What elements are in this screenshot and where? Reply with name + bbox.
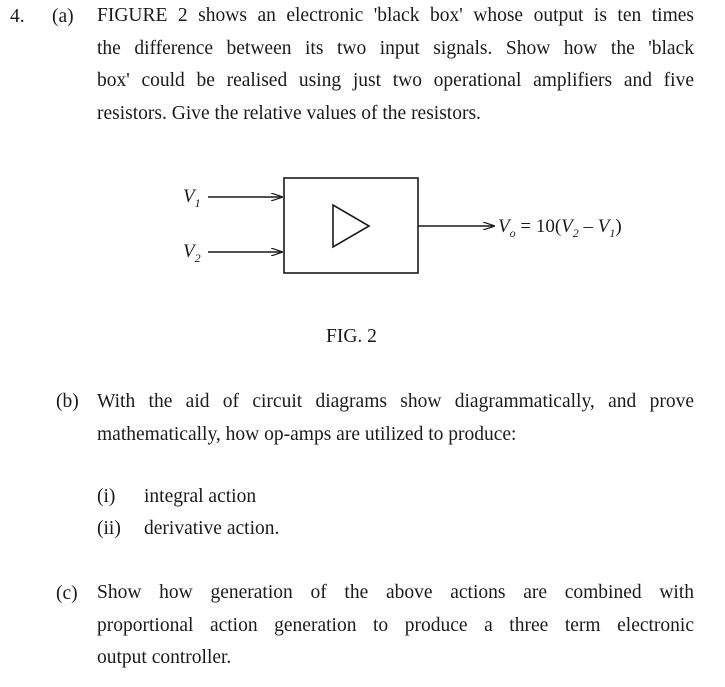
question-number: 4. [10,6,25,27]
part-a-line: FIGURE 2 shows an electronic 'black box' whose output is ten times [97,5,694,26]
part-c-line: Show how generation of the above actions are combined with [97,582,694,603]
part-c-line: output controller. [97,647,232,668]
amplifier-triangle-icon [333,205,369,247]
part-a-line: resistors. Give the relative values of the resistors. [97,102,481,124]
sub-item-text: derivative action. [144,518,280,539]
part-c-line: proportional action generation to produce a three term electronic [97,614,694,636]
black-box [284,178,418,273]
part-b-label: (b) [56,391,79,412]
sub-item-label: (i) [97,486,116,507]
figure-caption: FIG. 2 [326,326,377,347]
output-equation: $V_o = 10(V_2 - V_1)$ [498,216,622,240]
input-1-label: $V_1$ [183,186,201,210]
sub-item-label: (ii) [97,518,121,539]
sub-item-text: integral action [144,486,257,507]
part-b-text [97,386,694,451]
part-a-label: (a) [52,6,74,27]
part-c-label: (c) [56,583,78,604]
part-c-text [97,577,694,675]
input-2-label: $V_2$ [183,241,201,265]
part-b-line: mathematically, how op-amps are utilized to produce: [97,423,517,445]
part-a-line: the difference between its two input signals. Show how the 'black [97,37,694,59]
part-a-text [97,0,694,130]
part-b-line: With the aid of circuit diagrams show diagrammatically, and prove [97,391,694,412]
part-a-line: box' could be realised using just two operational amplifiers and five [97,70,694,91]
